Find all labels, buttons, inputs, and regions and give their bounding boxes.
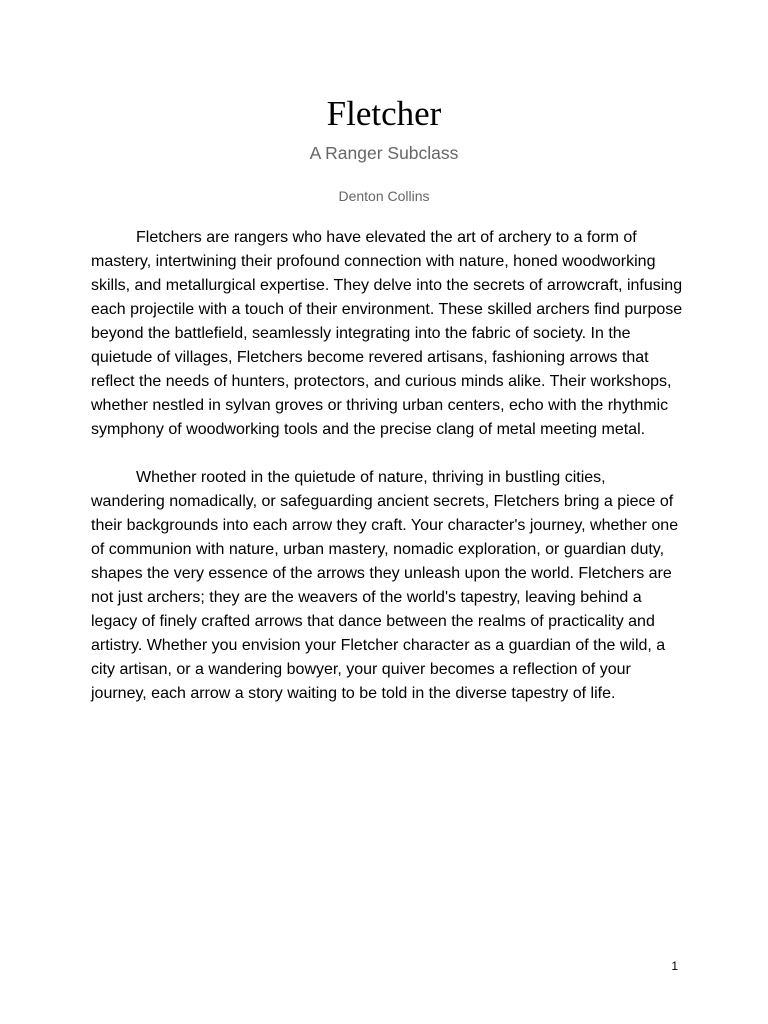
author-name: Denton Collins — [338, 188, 430, 204]
paragraph-2: Whether rooted in the quietude of nature, thriving in bustling cities, wandering nomadically, or safeguarding ancient secrets, Fletchers bring a piece of their backgrounds into each arrow they craft. Your character's journey, whether one of communion with nature, urban mastery, nomadic exploration, or guardian duty, shapes the very essence of the arrows they unleash upon the world. Fletchers are not just archers; they are the weavers of the world's tapestry, leaving behind a legacy of finely crafted arrows that dance between the realms of practicality and artistry. Whether you envision your Fletcher character as a guardian of the wild, a city artisan, or a wandering bowyer, your quiver becomes a reflection of your journey, each arrow a story waiting to be told in the diverse tapestry of life. — [91, 469, 679, 702]
page-subtitle: A Ranger Subclass — [309, 143, 459, 163]
page-title: Fletcher — [326, 94, 442, 133]
paragraph-1: Fletchers are rangers who have elevated the art of archery to a form of mastery, intertwining their profound connection with nature, honed woodworking skills, and metallurgical expertise. They delve into the secrets of arrowcraft, infusing each projectile with a touch of their environment. These skilled archers find purpose beyond the battlefield, seamlessly integrating into the fabric of society. In the quietude of villages, Fletchers become revered artisans, fashioning arrows that reflect the needs of hunters, protectors, and curious minds alike. Their workshops, whether nestled in sylvan groves or thriving urban centers, echo with the rhythmic symphony of woodworking tools and the precise clang of metal meeting metal. — [91, 229, 683, 438]
body-text — [91, 226, 683, 706]
page-number: 1 — [671, 959, 678, 973]
